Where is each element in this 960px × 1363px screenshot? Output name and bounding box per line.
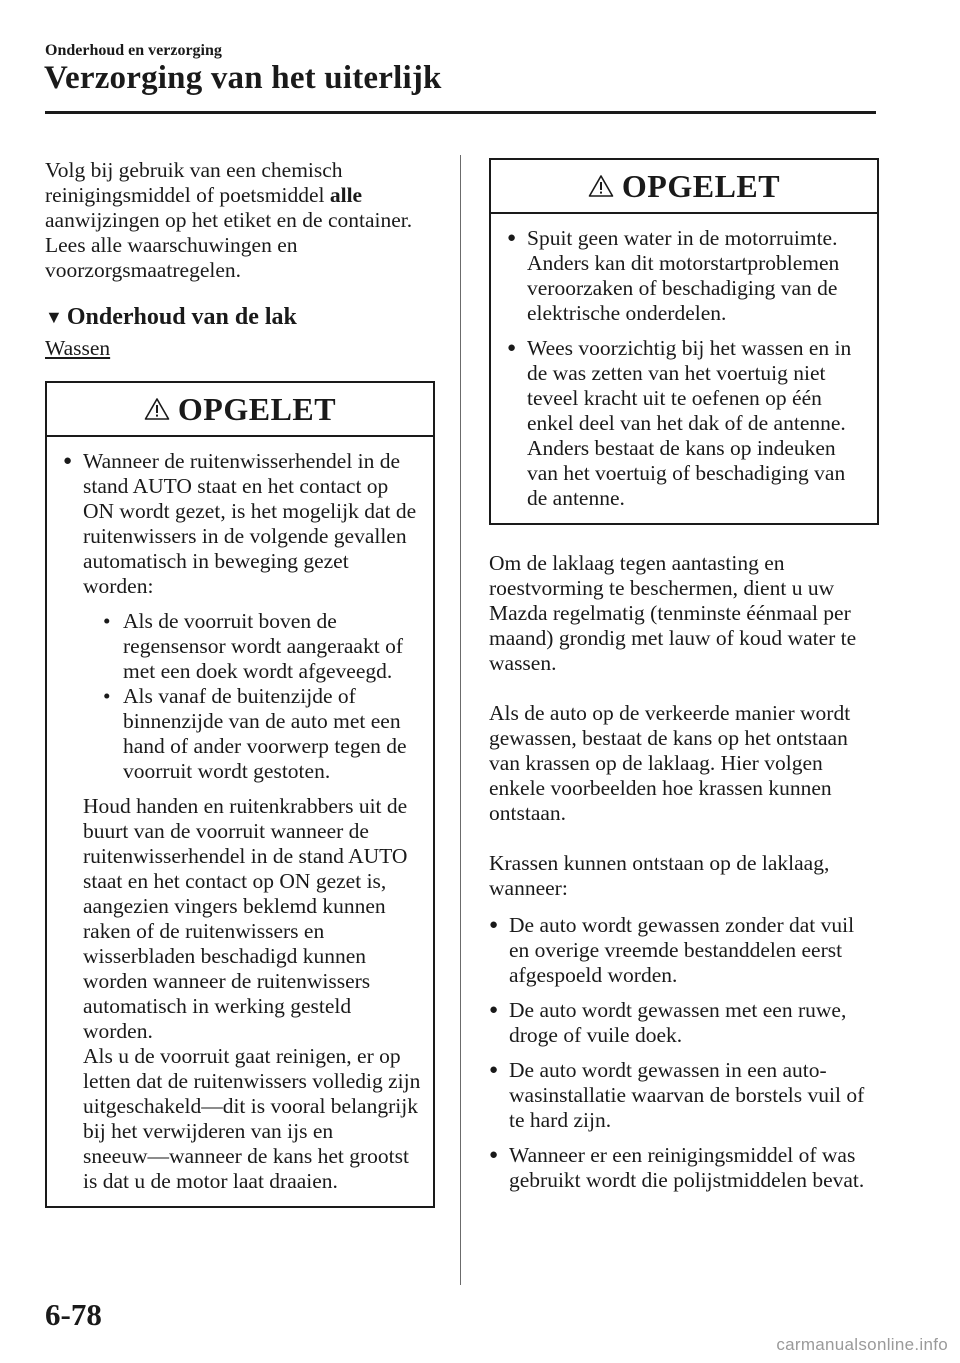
list-item xyxy=(103,609,421,684)
caution-title: OPGELET xyxy=(177,390,337,427)
caution-note-2: Als u de voorruit gaat reinigen, er op letten dat de ruitenwissers volledig zijn uitgeschakeld―dit is vooral belangrijk bij het verwijderen van ijs en sneeuw―wanneer de kans het grootst is dat u de motor laat draaien. xyxy=(83,1044,421,1193)
list-item xyxy=(489,998,879,1048)
page-title: Verzorging van het uiterlijk xyxy=(44,60,442,96)
caution-bullet xyxy=(507,336,865,511)
caution-body xyxy=(491,214,877,523)
caution-box xyxy=(45,381,435,1208)
intro-bold: alle xyxy=(329,183,363,207)
triangle-down-icon: ▼ xyxy=(45,307,63,327)
caution-sublist xyxy=(103,609,421,784)
subbullet-icon: • xyxy=(103,609,111,633)
bullet-icon: ● xyxy=(489,917,499,933)
intro-paragraph xyxy=(45,158,435,283)
bullet-icon: ● xyxy=(63,453,73,469)
caution-bullet-text: Wees voorzichtig bij het wassen en in de was zetten van het voertuig niet teveel kracht uit te oefenen op één enkel deel van het dak of de antenne. Anders bestaat de kans op indeuken van het voertuig of beschadiging van de antenne. xyxy=(527,336,852,510)
caution-bullet xyxy=(63,449,421,1194)
bullet-icon: ● xyxy=(489,1002,499,1018)
list-item xyxy=(489,1143,879,1193)
list-item xyxy=(489,913,879,988)
left-column xyxy=(45,158,435,1208)
bullet-icon: ● xyxy=(489,1147,499,1163)
caution-bullet-text: Wanneer de ruitenwisserhendel in de stand AUTO staat en het contact op ON wordt gezet, is het mogelijk dat de ruitenwissers in de volgende gevallen automatisch in beweging gezet worden: xyxy=(83,449,417,598)
caution-box xyxy=(489,158,879,525)
list-item-text: Als vanaf de buitenzijde of binnenzijde van de auto met een hand of ander voorwerp tegen de voorruit wordt gestoten. xyxy=(123,684,407,783)
column-divider xyxy=(460,155,461,1285)
intro-text-end: aanwijzingen op het etiket en de container. Lees alle waarschuwingen en voorzorgsmaatregelen. xyxy=(45,208,413,282)
list-item-text: Wanneer er een reinigingsmiddel of was gebruikt wordt die polijstmiddelen bevat. xyxy=(509,1143,865,1192)
bullet-icon: ● xyxy=(507,340,517,356)
list-item-text: De auto wordt gewassen met een ruwe, droge of vuile doek. xyxy=(509,998,847,1047)
body-paragraph: Krassen kunnen ontstaan op de laklaag, wanneer: xyxy=(489,851,830,900)
section-heading-text: Onderhoud van de lak xyxy=(66,304,297,330)
list-item xyxy=(489,1058,879,1133)
list-item-text: De auto wordt gewassen zonder dat vuil en overige vreemde bestanddelen eerst afgespoeld worden. xyxy=(509,913,855,987)
bullet-icon: ● xyxy=(489,1062,499,1078)
caution-title: OPGELET xyxy=(621,167,781,204)
body-paragraph: Als de auto op de verkeerde manier wordt gewassen, bestaat de kans op het ontstaan van krassen op de laklaag. Hier volgen enkele voorbeelden hoe krassen kunnen ontstaan. xyxy=(489,701,851,825)
list-item-text: Als de voorruit boven de regensensor wordt aangeraakt of met een doek wordt afgeveegd. xyxy=(123,609,403,683)
caution-bullet-text: Spuit geen water in de motorruimte. Anders kan dit motorstartproblemen veroorzaken of beschadiging van de elektrische onderdelen. xyxy=(527,226,840,325)
section-heading xyxy=(45,305,435,330)
caution-note-1: Houd handen en ruitenkrabbers uit de buurt van de voorruit wanneer de ruitenwisserhendel in de stand AUTO staat en het contact op ON gezet is, aangezien vingers beklemd kunnen raken of de ruitenwissers en wisserbladen beschadigd kunnen worden wanneer de ruitenwissers automatisch in werking gesteld worden. xyxy=(83,794,408,1043)
watermark: carmanualsonline.info xyxy=(776,1335,948,1354)
bullet-icon: ● xyxy=(507,230,517,246)
intro-text: Volg bij gebruik van een chemisch reinigingsmiddel of poetsmiddel xyxy=(45,158,343,207)
caution-body xyxy=(47,437,433,1206)
scratch-causes-list xyxy=(489,913,879,1193)
warning-triangle-icon xyxy=(144,397,170,421)
caution-bullet xyxy=(507,226,865,326)
caution-header xyxy=(47,383,433,437)
caution-header xyxy=(491,160,877,214)
subheading: Wassen xyxy=(45,336,111,360)
list-item xyxy=(103,684,421,784)
section-label: Onderhoud en verzorging xyxy=(45,42,222,59)
body-paragraph: Om de laklaag tegen aantasting en roestvorming te beschermen, dient u uw Mazda regelmatig (tenminste éénmaal per maand) grondig met lauw of koud water te wassen. xyxy=(489,551,857,675)
subbullet-icon: • xyxy=(103,684,111,708)
right-column xyxy=(489,158,879,1193)
list-item-text: De auto wordt gewassen in een auto-wasinstallatie waarvan de borstels vuil of te hard zijn. xyxy=(509,1058,865,1132)
title-rule xyxy=(45,111,876,114)
page-number: 6-78 xyxy=(45,1297,102,1332)
warning-triangle-icon xyxy=(588,174,614,198)
